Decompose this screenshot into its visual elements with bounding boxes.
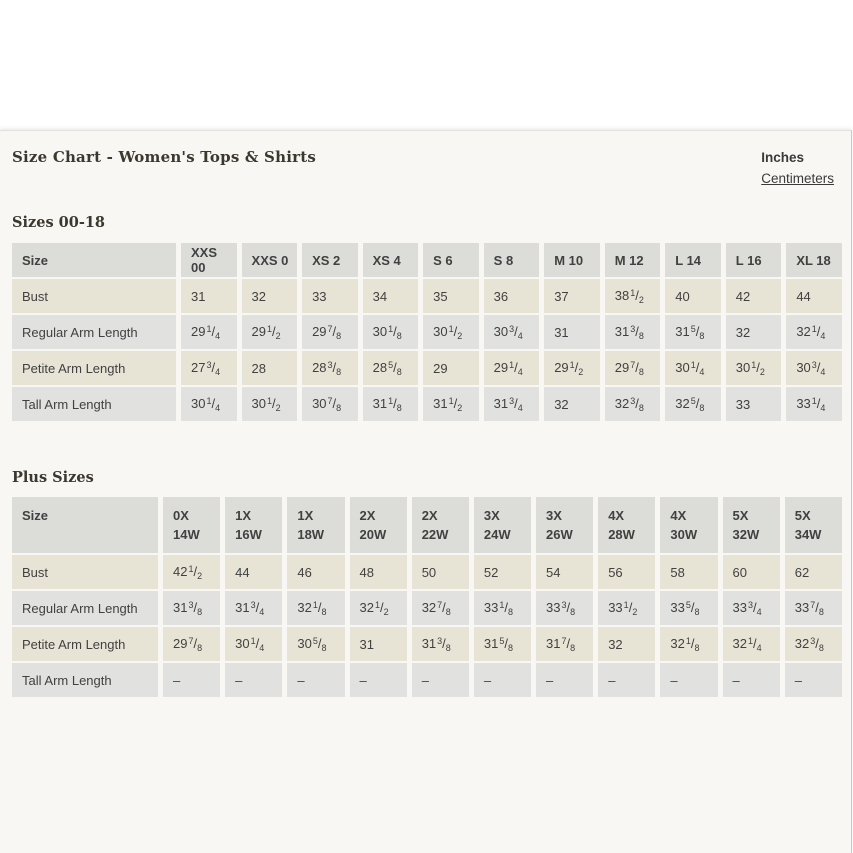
measurement-value: $30^5/_8$ [287,627,344,661]
measurement-value: $33^3/_4$ [723,591,780,625]
measurement-value: $32^1/_2$ [350,591,407,625]
measurement-value: 46 [287,555,344,589]
measurement-value: 33 [302,279,358,313]
measurement-value: $33^3/_8$ [536,591,593,625]
measurement-value: – [350,663,407,697]
measurement-label: Regular Arm Length [12,315,176,349]
measurement-value: – [723,663,780,697]
measurement-value: $32^3/_8$ [605,387,661,421]
measurement-value: $42^1/_2$ [163,555,220,589]
size-column-header: M 10 [544,243,600,277]
unit-centimeters-link[interactable]: Centimeters [761,171,834,186]
measurement-value: 32 [544,387,600,421]
table-row [12,351,842,385]
measurement-value: 56 [598,555,655,589]
size-column-header: S 6 [423,243,479,277]
size-column-header: XXS 0 [242,243,298,277]
measurement-value: $33^7/_8$ [785,591,842,625]
size-column-header: 1X 18W [287,497,344,553]
measurement-value: $29^7/_8$ [302,315,358,349]
measurement-label: Bust [12,555,158,589]
measurement-value: $29^7/_8$ [605,351,661,385]
measurement-value: 52 [474,555,531,589]
measurement-label: Petite Arm Length [12,351,176,385]
measurement-label: Regular Arm Length [12,591,158,625]
measurement-label: Tall Arm Length [12,663,158,697]
measurement-value: 29 [423,351,479,385]
measurement-value: 32 [726,315,782,349]
table-row [12,555,842,589]
measurement-value: 42 [726,279,782,313]
size-column-header: L 16 [726,243,782,277]
measurement-value: $30^1/_2$ [242,387,298,421]
measurement-value: 28 [242,351,298,385]
measurement-value: $30^1/_2$ [423,315,479,349]
measurement-value: $32^1/_4$ [786,315,842,349]
measurement-value: $32^1/_4$ [723,627,780,661]
measurement-value: $28^5/_8$ [363,351,419,385]
measurement-value: 32 [598,627,655,661]
measurement-value: $31^3/_4$ [484,387,540,421]
measurement-value: $33^1/_8$ [474,591,531,625]
table-row [12,315,842,349]
size-column-header: XS 2 [302,243,358,277]
table-row [12,591,842,625]
measurement-value: – [225,663,282,697]
measurement-value: $29^1/_4$ [484,351,540,385]
measurement-value: 35 [423,279,479,313]
measurement-value: $32^7/_8$ [412,591,469,625]
measurement-value: 31 [350,627,407,661]
table-header-row [12,497,842,553]
size-column-header: XL 18 [786,243,842,277]
measurement-value: 58 [660,555,717,589]
table-row [12,627,842,661]
measurement-value: $30^1/_8$ [363,315,419,349]
plus-sizes-table [7,495,847,699]
measurement-value: – [598,663,655,697]
section-sizes-00-18 [0,214,851,423]
size-header-cell: Size [12,497,158,553]
measurement-value: $32^1/_8$ [287,591,344,625]
measurement-value: – [785,663,842,697]
measurement-value: $30^3/_4$ [484,315,540,349]
measurement-value: $30^1/_4$ [665,351,721,385]
size-column-header: 4X 28W [598,497,655,553]
size-column-header: 3X 26W [536,497,593,553]
measurement-value: $29^7/_8$ [163,627,220,661]
measurement-label: Bust [12,279,176,313]
measurement-value: $31^1/_2$ [423,387,479,421]
measurement-value: $32^1/_8$ [660,627,717,661]
measurement-value: 37 [544,279,600,313]
measurement-value: $31^3/_8$ [605,315,661,349]
measurement-value: – [163,663,220,697]
measurement-value: $29^1/_4$ [181,315,237,349]
measurement-value: $31^3/_8$ [412,627,469,661]
measurement-value: 40 [665,279,721,313]
measurement-value: $30^1/_4$ [225,627,282,661]
measurement-value: $33^5/_8$ [660,591,717,625]
measurement-value: 31 [181,279,237,313]
measurement-value: $33^1/_2$ [598,591,655,625]
measurement-value: 31 [544,315,600,349]
measurement-value: 36 [484,279,540,313]
measurement-value: $33^1/_4$ [786,387,842,421]
size-column-header: 4X 30W [660,497,717,553]
measurement-value: 48 [350,555,407,589]
measurement-value: $30^7/_8$ [302,387,358,421]
unit-inches-label: Inches [761,150,804,165]
measurement-value: $32^3/_8$ [785,627,842,661]
measurement-value: – [412,663,469,697]
measurement-value: $38^1/_2$ [605,279,661,313]
measurement-value: $31^3/_8$ [163,591,220,625]
size-column-header: 2X 20W [350,497,407,553]
size-chart-panel [0,130,852,853]
measurement-value: $29^1/_2$ [544,351,600,385]
measurement-label: Petite Arm Length [12,627,158,661]
table-row [12,387,842,421]
measurement-value: $31^5/_8$ [665,315,721,349]
size-column-header: 5X 32W [723,497,780,553]
size-column-header: L 14 [665,243,721,277]
measurement-value: $32^5/_8$ [665,387,721,421]
unit-switcher [761,147,834,189]
measurement-value: $31^1/_8$ [363,387,419,421]
section-plus-sizes [0,469,851,699]
measurement-value: $31^5/_8$ [474,627,531,661]
measurement-value: – [474,663,531,697]
measurement-value: 54 [536,555,593,589]
measurement-value: 34 [363,279,419,313]
panel-header [0,131,851,189]
sizes-00-18-table [7,241,847,423]
size-header-cell: Size [12,243,176,277]
measurement-value: 62 [785,555,842,589]
measurement-value: 44 [225,555,282,589]
measurement-value: 50 [412,555,469,589]
measurement-value: $30^1/_4$ [181,387,237,421]
size-column-header: 0X 14W [163,497,220,553]
measurement-value: 60 [723,555,780,589]
measurement-value: $30^3/_4$ [786,351,842,385]
measurement-value: – [660,663,717,697]
size-column-header: 3X 24W [474,497,531,553]
measurement-value: $31^7/_8$ [536,627,593,661]
size-column-header: 5X 34W [785,497,842,553]
size-column-header: S 8 [484,243,540,277]
measurement-value: 32 [242,279,298,313]
measurement-value: $30^1/_2$ [726,351,782,385]
size-column-header: 1X 16W [225,497,282,553]
measurement-value: 44 [786,279,842,313]
measurement-label: Tall Arm Length [12,387,176,421]
page-title: Size Chart - Women's Tops & Shirts [12,148,316,166]
measurement-value: $31^3/_4$ [225,591,282,625]
table-row [12,663,842,697]
measurement-value: $28^3/_8$ [302,351,358,385]
table-header-row [12,243,842,277]
section-heading-plus-sizes: Plus Sizes [12,469,94,486]
size-column-header: XS 4 [363,243,419,277]
measurement-value: $27^3/_4$ [181,351,237,385]
size-column-header: XXS 00 [181,243,237,277]
size-column-header: M 12 [605,243,661,277]
measurement-value: 33 [726,387,782,421]
measurement-value: – [536,663,593,697]
measurement-value: $29^1/_2$ [242,315,298,349]
size-column-header: 2X 22W [412,497,469,553]
table-row [12,279,842,313]
measurement-value: – [287,663,344,697]
section-heading-sizes-00-18: Sizes 00-18 [12,214,106,231]
